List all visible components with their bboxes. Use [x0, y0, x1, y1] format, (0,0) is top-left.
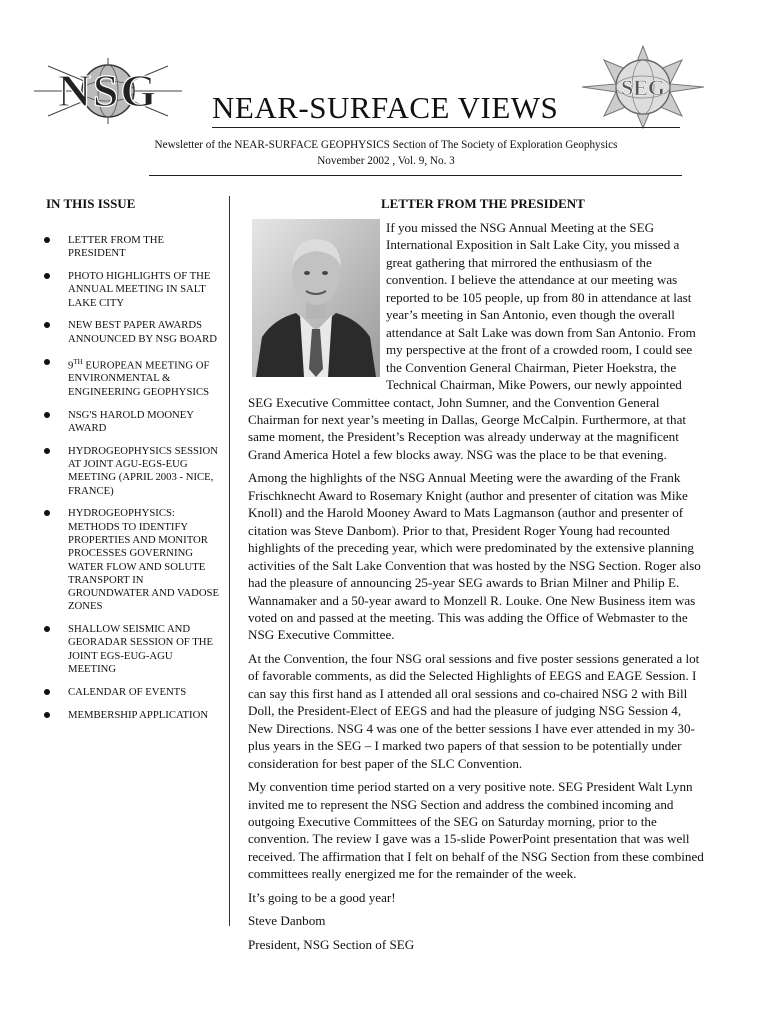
bullet-icon	[44, 626, 50, 632]
issue-date: November 2002 , Vol. 9, No. 3	[317, 155, 455, 167]
letter-paragraph: If you missed the NSG Annual Meeting at the SEG International Exposition in Salt Lake City, you missed a great gathering that mirrored the enthusiasm of the convention. I believe the attendance at our meeting was reported to be 105 people, up from 80 in attendance at last year’s meeting in San Antonio, even though the overall attendance at Salt Lake was down from San Antonio. From my perspective at the front of a crowded room, I could see the Convention General Chairman, Pieter Hoekstra, the Technical Chairman, Mike Powers, our newly appointed SEG Executive Committee contact, John Sumner, and the Convention General Chairman for next year’s meeting in Dallas, George McCalpin. Furthermore, at that same moment, the President’s Reception was already underway at the magnificent Grand America Hotel a few blocks away. NSG was the place to be that evening.	[248, 220, 696, 462]
in-this-issue-heading: IN THIS ISSUE	[46, 196, 136, 211]
column-divider	[229, 196, 230, 926]
letter-paragraph: At the Convention, the four NSG oral sessions and five poster sessions generated a lot of favorable comments, as did the Selected Highlights of EEGS and EAGE Session. I can say this first hand as I attended all oral sessions and co-chaired NSG 2 with Bill Doll, the President-Elect of EEGS and had the pleasure of judging NSG Session 4, New Directions. NSG 4 was one of the better sessions I have ever attended in my 30-plus years in the SEG – I marked two papers of that session to be potentially under consideration for best paper of the SLC Convention.	[248, 650, 700, 771]
signature-title: President, NSG Section of SEG	[248, 936, 415, 952]
issue-item: MEMBERSHIP APPLICATION	[44, 709, 220, 722]
letter-body	[248, 219, 708, 959]
title-rule	[212, 127, 680, 128]
letter-heading: LETTER FROM THE PRESIDENT	[381, 196, 585, 211]
bullet-icon	[44, 510, 50, 516]
header-rule	[149, 175, 682, 176]
issue-list	[44, 234, 220, 731]
svg-text:SEG: SEG	[620, 75, 666, 100]
svg-text:NSG: NSG	[57, 65, 159, 116]
bullet-icon	[44, 273, 50, 279]
letter-paragraph: My convention time period started on a very positive note. SEG President Walt Lynn invited me to represent the NSG Section and address the combined incoming and outgoing Executive Committees of the SEG on Saturday morning, prior to the convention. The review I gave was a 15-slide PowerPoint presentation that was well received. The affirmation that I felt on behalf of the NSG Section from these combined committees really energized me for the remainder of the week.	[248, 779, 704, 882]
nsg-logo	[28, 58, 188, 124]
bullet-icon	[44, 359, 50, 365]
bullet-icon	[44, 689, 50, 695]
newsletter-subtitle	[100, 137, 672, 169]
issue-item: HYDROGEOPHYSICS: METHODS TO IDENTIFY PROPERTIES AND MONITOR PROCESSES GOVERNING WATER FLOW AND SOLUTE TRANSPORT IN GROUNDWATER AND VADOSE ZONES	[44, 507, 220, 613]
issue-item: SHALLOW SEISMIC AND GEORADAR SESSION OF THE JOINT EGS-EUG-AGU MEETING	[44, 623, 220, 676]
issue-item: 9TH EUROPEAN MEETING OF ENVIRONMENTAL & ENGINEERING GEOPHYSICS	[44, 356, 220, 399]
bullet-icon	[44, 448, 50, 454]
bullet-icon	[44, 237, 50, 243]
newsletter-title: NEAR-SURFACE VIEWS	[212, 90, 559, 125]
seg-logo	[578, 44, 708, 130]
photo-spacer	[248, 219, 386, 387]
issue-item: HYDROGEOPHYSICS SESSION AT JOINT AGU-EGS-EUG MEETING (APRIL 2003 - NICE, FRANCE)	[44, 445, 220, 498]
letter-paragraph: It’s going to be a good year!	[248, 889, 396, 905]
letter-paragraph: Among the highlights of the NSG Annual Meeting were the awarding of the Frank Frischknecht Award to Rosemary Knight (author and presenter of citation was Mike Knoll) and the Harold Mooney Award to Mats Lagmanson (author and presenter of citation was Steve Danbom). Prior to that, President Roger Young had recounted highlights of the preceding year, which were predominated by the extensive planning activities of the Salt Lake Convention that was hosted by the NSG Section. Roger also had the pleasure of announcing 25-year SEG awards to Brian Milner and Philip E. Wannamaker and a 50-year award to Monzell R. Louke. One New Business item was voted on and passed at the meeting. This was adding the Office of Webmaster to the NSG Executive Committee.	[248, 470, 701, 643]
bullet-icon	[44, 712, 50, 718]
issue-item: PHOTO HIGHLIGHTS OF THE ANNUAL MEETING IN SALT LAKE CITY	[44, 270, 220, 310]
issue-item: NEW BEST PAPER AWARDS ANNOUNCED BY NSG BOARD	[44, 319, 220, 346]
issue-item: LETTER FROM THE PRESIDENT	[44, 234, 220, 261]
issue-item: NSG'S HAROLD MOONEY AWARD	[44, 409, 220, 436]
bullet-icon	[44, 412, 50, 418]
issue-item: CALENDAR OF EVENTS	[44, 686, 220, 699]
signature-name: Steve Danbom	[248, 913, 326, 929]
bullet-icon	[44, 322, 50, 328]
subtitle-line-1: Newsletter of the NEAR-SURFACE GEOPHYSICS Section of The Society of Exploration Geophysics	[154, 139, 618, 151]
